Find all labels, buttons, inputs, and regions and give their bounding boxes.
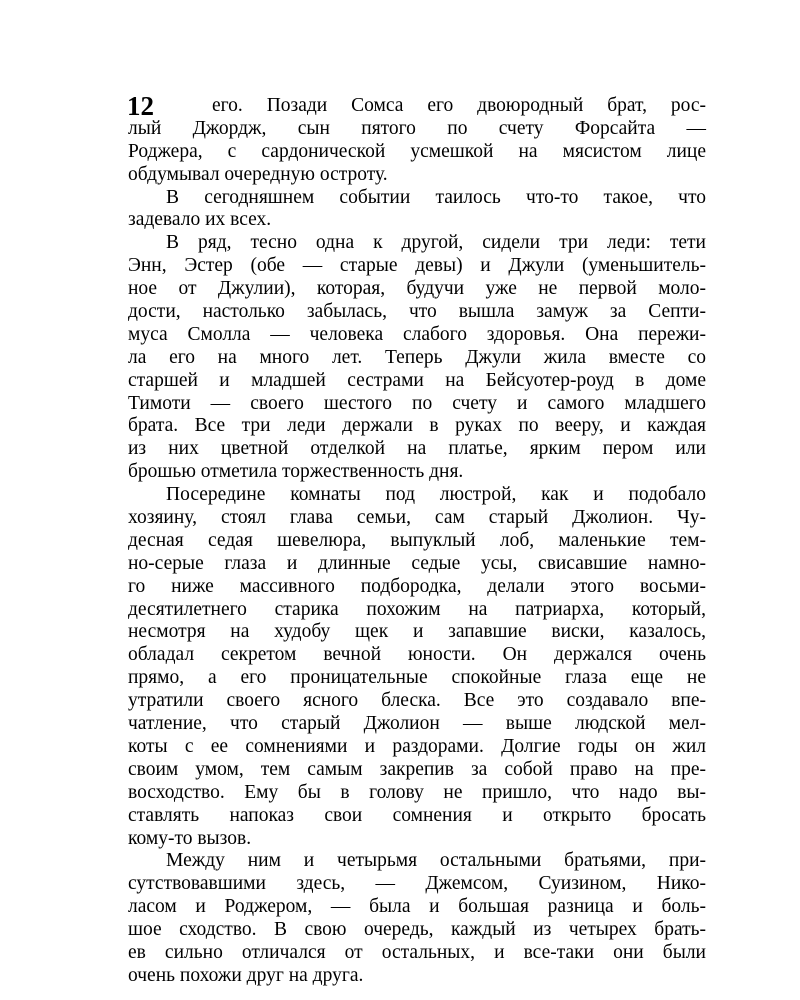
text-line: дости, настолько забылась, что вышла замуж за Септи- (128, 301, 706, 323)
text-line: хозяину, стоял глава семьи, сам старый Джолион. Чу- (128, 507, 706, 529)
text-line: Тимоти — своего шестого по счету и самого младшего (128, 392, 706, 414)
text-line: ла его на много лет. Теперь Джули жила вместе со (128, 346, 706, 368)
text-line: Энн, Эстер (обе — старые девы) и Джули (уменьшитель- (128, 255, 706, 277)
text-line: коты с ее сомнениями и раздорами. Долгие годы он жил (128, 735, 706, 757)
text-line: обладал секретом вечной юности. Он держался очень (128, 644, 706, 666)
text-line: Между ним и четырьмя остальными братьями, при- (166, 850, 706, 872)
text-line: прямо, а его проницательные спокойные глаза еще не (128, 667, 706, 689)
page-number: 12 (127, 91, 154, 121)
text-line: В ряд, тесно одна к другой, сидели три леди: тети (166, 232, 706, 254)
text-line: из них цветной отделкой на платье, ярким пером или (128, 438, 706, 460)
text-line: старшей и младшей сестрами на Бейсуотер-роуд в доме (128, 369, 706, 391)
text-line: ное от Джулии), которая, будучи уже не первой моло- (128, 278, 706, 300)
text-line: Посередине комнаты под люстрой, как и подобало (166, 484, 706, 506)
text-line: своим умом, тем самым закрепив за собой право на пре- (128, 758, 706, 780)
text-line: его. Позади Сомса его двоюродный брат, рос- (212, 95, 706, 116)
text-line: Роджера, с сардонической усмешкой на мясистом лице (128, 140, 706, 162)
text-line: несмотря на худобу щек и запавшие виски, казалось, (128, 621, 706, 643)
text-line: В сегодняшнем событии таилось что-то такое, что (166, 186, 706, 208)
text-line: го ниже массивного подбородка, делали этого восьми- (128, 575, 706, 597)
text-line: лый Джордж, сын пятого по счету Форсайта — (128, 117, 706, 139)
text-line: кому-то вызов. (128, 827, 252, 849)
text-line: обдумывал очередную остроту. (128, 163, 388, 185)
text-line: шое сходство. В свою очередь, каждый из четырех брать- (128, 919, 706, 941)
text-line: чатление, что старый Джолион — выше людской мел- (128, 713, 706, 735)
text-line: брата. Все три леди держали в руках по вееру, и каждая (128, 415, 706, 437)
text-line: ев сильно отличался от остальных, и все-таки они были (128, 941, 706, 963)
text-line: задевало их всех. (128, 209, 272, 231)
text-line: сутствовавшими здесь, — Джемсом, Суизином, Нико- (128, 873, 706, 895)
text-line: восходство. Ему бы в голову не пришло, что надо вы- (128, 781, 706, 803)
text-line: муса Смолла — человека слабого здоровья. Она пережи- (128, 323, 706, 345)
text-line: брошью отметила торжественность дня. (128, 461, 464, 483)
text-line: десная седая шевелюра, выпуклый лоб, маленькие тем- (128, 529, 706, 551)
text-line: ставлять напоказ свои сомнения и открыто бросать (128, 804, 706, 826)
text-line: десятилетнего старика похожим на патриарха, который, (128, 598, 706, 620)
body-text (127, 91, 706, 988)
text-line: очень похожи друг на друга. (128, 964, 364, 986)
text-line: но-серые глаза и длинные седые усы, свисавшие намно- (128, 552, 706, 574)
text-line: ласом и Роджером, — была и большая разница и боль- (128, 896, 706, 918)
text-line: утратили своего ясного блеска. Все это создавало впе- (128, 690, 706, 712)
